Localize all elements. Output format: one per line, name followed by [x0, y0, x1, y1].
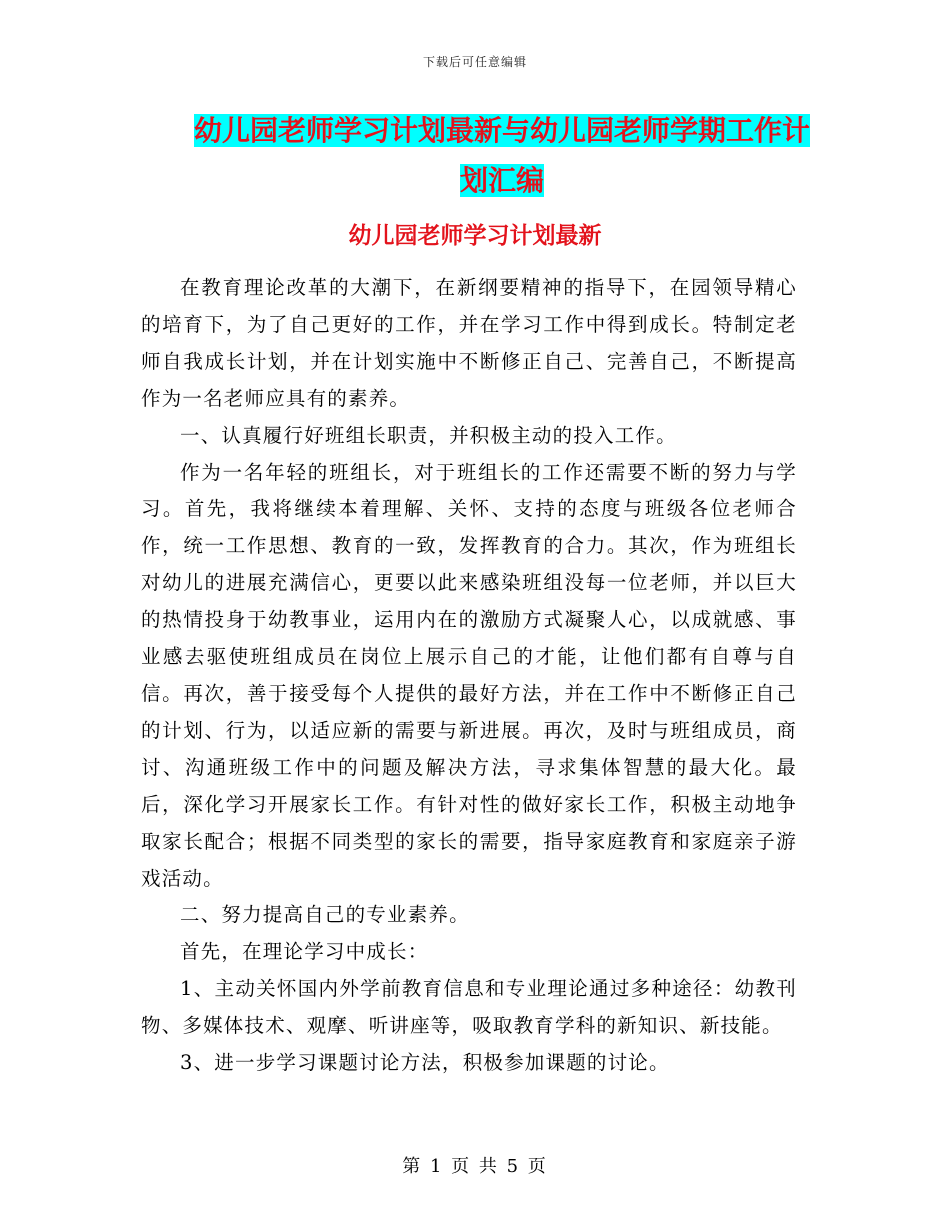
paragraph-intro: 在教育理论改革的大潮下，在新纲要精神的指导下，在园领导精心的培育下，为了自己更好的工作，并在学习工作中得到成长。特制定老师自我成长计划，并在计划实施中不断修正自己、完善自己，不断提高作为一名老师应具有的素养。: [141, 276, 797, 410]
header-note: 下载后可任意编辑: [422, 55, 527, 69]
paragraph-theory-learning: 首先，在理论学习中成长：: [180, 940, 429, 964]
paragraph-heading-1: 一、认真履行好班组长职责，并积极主动的投入工作。: [180, 423, 677, 447]
paragraph-team-leader: 作为一名年轻的班组长，对于班组长的工作还需要不断的努力与学习。首先，我将继续本着理解、关怀、支持的态度与班级各位老师合作，统一工作思想、教育的一致，发挥教育的合力。其次，作为班组长对幼儿的进展充满信心，更要以此来感染班组没每一位老师，并以巨大的热情投身于幼教事业，运用内在的激励方式凝聚人心，以成就感、事业感去驱使班组成员在岗位上展示自己的才能，让他们都有自尊与自信。再次，善于接受每个人提供的最好方法，并在工作中不断修正自己的计划、行为，以适应新的需要与新进展。再次，及时与班组成员，商讨、沟通班级工作中的问题及解决方法，寻求集体智慧的最大化。最后，深化学习开展家长工作。有针对性的做好家长工作，积极主动地争取家长配合；根据不同类型的家长的需要，指导家庭教育和家庭亲子游戏活动。: [141, 460, 797, 890]
document-title-text: 幼儿园老师学习计划最新与幼儿园老师学期工作计划汇编: [193, 114, 810, 197]
document-body: [141, 270, 797, 1082]
section-title: 幼儿园老师学习计划最新: [348, 223, 602, 249]
page-footer: 第 1 页 共 5 页: [402, 1156, 548, 1177]
paragraph-item-3: 3、进一步学习课题讨论方法，积极参加课题的讨论。: [180, 1051, 670, 1075]
document-title: [192, 106, 812, 206]
paragraph-item-1: 1、主动关怀国内外学前教育信息和专业理论通过多种途径：幼教刊物、多媒体技术、观摩、听讲座等，吸取教育学科的新知识、新技能。: [141, 977, 797, 1038]
paragraph-heading-2: 二、努力提高自己的专业素养。: [180, 903, 470, 927]
